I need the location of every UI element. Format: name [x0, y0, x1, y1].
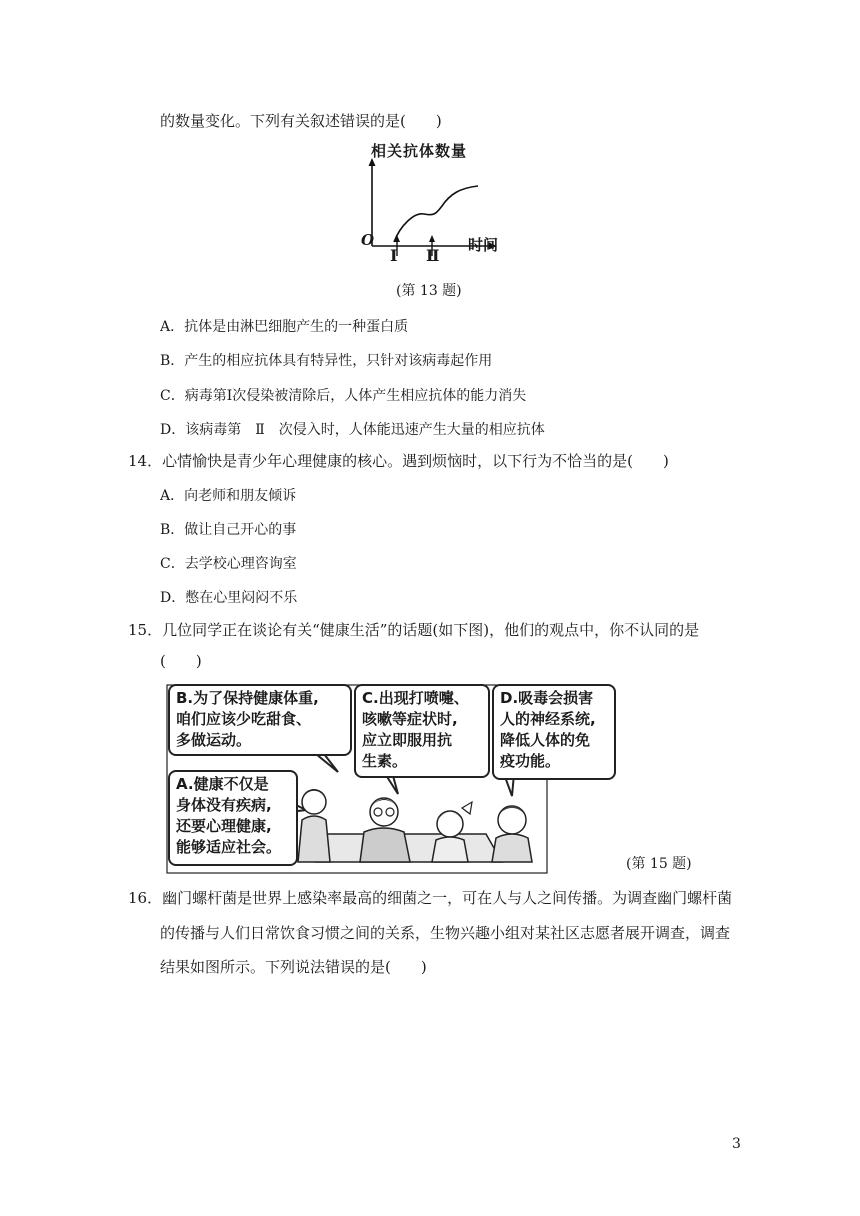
speech-bubble-a [168, 770, 298, 866]
infection-1-label: Ⅰ [390, 246, 398, 265]
q14-option-a: A．向老师和朋友倾诉 [160, 488, 297, 504]
bubble-c-line2: 咳嗽等症状时, [362, 710, 458, 728]
infection-2-label: Ⅱ [426, 246, 440, 265]
q14-stem: 14．心情愉快是青少年心理健康的核心。遇到烦恼时，以下行为不恰当的是( ) [128, 452, 669, 470]
q13-option-c: C．病毒第Ⅰ次侵染被清除后，人体产生相应抗体的能力消失 [160, 388, 527, 404]
q13-option-a: A．抗体是由淋巴细胞产生的一种蛋白质 [160, 319, 409, 335]
figure-13-caption: (第 13 题) [396, 283, 462, 299]
y-axis-label: 相关抗体数量 [371, 142, 468, 160]
bubble-c-line3: 应立即服用抗 [362, 731, 453, 749]
q16-stem-line3: 结果如图所示。下列说法错误的是( ) [160, 958, 427, 976]
q16-stem-line1: 16．幽门螺杆菌是世界上感染率最高的细菌之一，可在人与人之间传播。为调查幽门螺杆菌 [128, 889, 733, 907]
origin-label: O [361, 231, 375, 249]
speech-bubble-d [492, 684, 616, 780]
speech-bubble-c [354, 684, 490, 778]
bubble-d-line4: 疫功能。 [500, 752, 561, 770]
student-boy-glasses [360, 798, 410, 862]
bubble-a-line2: 身体没有疾病, [176, 796, 272, 814]
q13-stem-tail: 的数量变化。下列有关叙述错误的是( ) [160, 112, 442, 130]
student-girl-left [298, 789, 330, 862]
q14-option-c: C．去学校心理咨询室 [160, 556, 297, 572]
q16-stem-line2: 的传播与人们日常饮食习惯之间的关系，生物兴趣小组对某社区志愿者展开调查，调查 [160, 924, 731, 942]
bubble-d-line2: 人的神经系统, [500, 710, 596, 728]
q13-option-d: D．该病毒第 Ⅱ 次侵入时，人体能迅速产生大量的相应抗体 [160, 422, 545, 438]
student-boy-right [492, 806, 532, 862]
q14-option-b: B．做让自己开心的事 [160, 522, 297, 538]
bubble-b-line1: B.为了保持健康体重, [176, 689, 319, 707]
q13-option-b: B．产生的相应抗体具有特异性，只针对该病毒起作用 [160, 353, 493, 369]
figure-15-caption: (第 15 题) [626, 856, 692, 872]
bubble-b-line2: 咱们应该少吃甜食、 [176, 710, 312, 728]
speech-bubble-b [168, 684, 352, 756]
antibody-curve [394, 186, 478, 242]
q15-stem-line1: 15．几位同学正在谈论有关“健康生活”的话题(如下图)，他们的观点中，你不认同的是 [128, 621, 700, 639]
bubble-a-line4: 能够适应社会。 [176, 838, 282, 856]
page-number: 3 [732, 1136, 741, 1152]
student-girl-bow [432, 802, 472, 862]
bubble-c-line1: C.出现打喷嚏、 [362, 689, 469, 707]
bubble-a-line1: A.健康不仅是 [176, 775, 269, 793]
bubble-d-line3: 降低人体的免 [500, 731, 591, 749]
bubble-a-line3: 还要心理健康, [176, 817, 272, 835]
x-axis-label: 时间 [468, 236, 499, 254]
bubble-c-line4: 生素。 [362, 752, 408, 770]
q15-stem-line2: ( ) [160, 652, 202, 670]
bubble-d-line1: D.吸毒会损害 [500, 689, 594, 707]
q14-option-d: D．憋在心里闷闷不乐 [160, 590, 298, 606]
bubble-b-line3: 多做运动。 [176, 731, 252, 749]
